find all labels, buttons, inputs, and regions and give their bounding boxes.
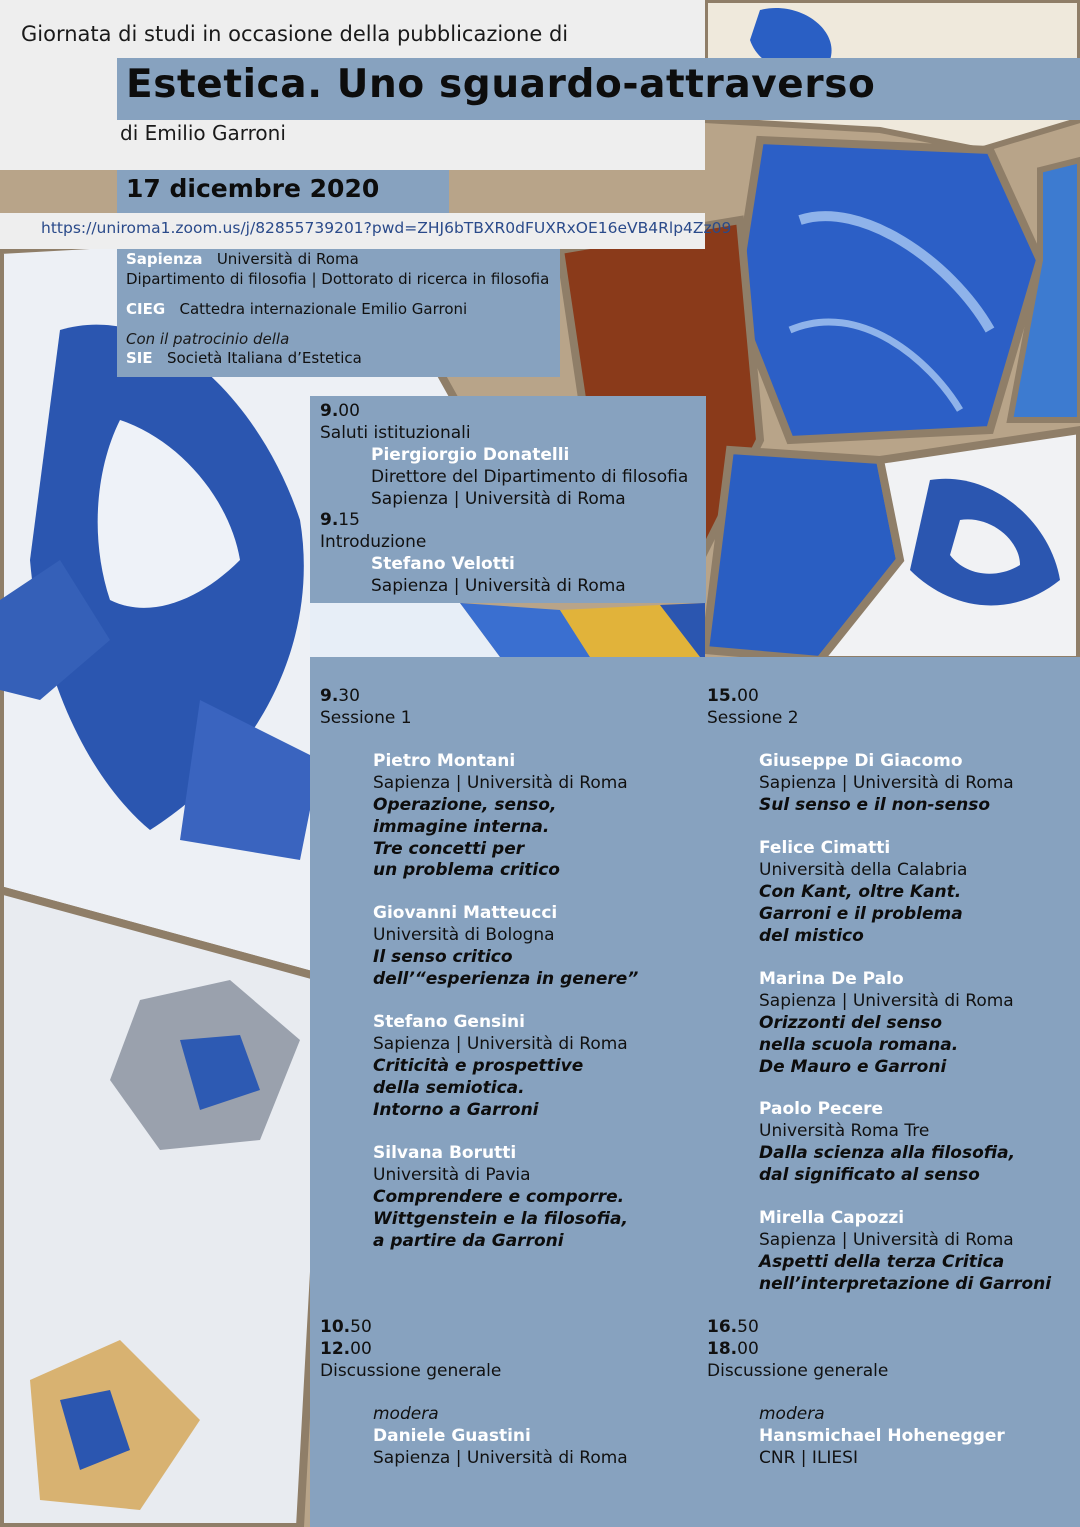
organizer-department: Dipartimento di filosofia | Dottorato di ricerca in filosofia — [126, 270, 550, 288]
speaker-affiliation: Sapienza | Università di Roma — [371, 576, 626, 596]
talk-affiliation: Università Roma Tre — [759, 1121, 930, 1141]
talk-title-line: Orizzonti del senso — [759, 1013, 943, 1033]
time-hour: 9. — [320, 686, 339, 706]
sie-name: Società Italiana d’Estetica — [166, 349, 362, 367]
time-hour: 10. — [320, 1317, 351, 1337]
time-minutes: 50 — [350, 1317, 372, 1337]
page-title: Estetica. Uno sguardo-attraverso — [126, 62, 876, 107]
patronage-note — [126, 330, 289, 348]
session2-discussion-time-2 — [707, 1339, 759, 1361]
talk-affiliation: Sapienza | Università di Roma — [759, 991, 1014, 1011]
talk-title — [373, 1187, 628, 1252]
talk-title — [373, 795, 560, 882]
time-minutes: 50 — [737, 1317, 759, 1337]
welcome-label: Saluti istituzionali — [320, 423, 471, 443]
morning-time-1 — [320, 401, 360, 423]
time-hour: 16. — [707, 1317, 738, 1337]
talk-title-line: nell’interpretazione di Garroni — [759, 1273, 1052, 1294]
talk-affiliation: Università di Bologna — [373, 925, 555, 945]
talk-speaker: Felice Cimatti — [759, 838, 891, 858]
talk-title-line: Comprendere e comporre. — [373, 1187, 625, 1207]
talk-affiliation: Sapienza | Università di Roma — [373, 773, 628, 793]
session1-discussion-label: Discussione generale — [320, 1361, 502, 1381]
time-hour: 9. — [320, 510, 339, 530]
session2-time — [707, 686, 759, 708]
time-hour: 15. — [707, 686, 738, 706]
time-minutes: 00 — [338, 401, 360, 421]
talk-title-line: nella scuola romana. — [759, 1034, 959, 1055]
talk-affiliation: Sapienza | Università di Roma — [759, 1230, 1014, 1250]
moderator-label: modera — [373, 1404, 439, 1424]
organizer-cieg — [126, 300, 467, 318]
speaker-role: Direttore del Dipartimento di filosofia — [371, 467, 689, 487]
introduction-label: Introduzione — [320, 532, 427, 552]
moderator-label: modera — [759, 1404, 825, 1424]
talk-title — [759, 1252, 1051, 1296]
talk-title-line: immagine interna. — [373, 816, 550, 837]
time-minutes: 15 — [338, 510, 360, 530]
talk-title — [759, 1143, 1015, 1187]
author-line: di Emilio Garroni — [120, 121, 286, 145]
talk-title — [373, 1056, 583, 1121]
moderator-affiliation: Sapienza | Università di Roma — [373, 1448, 628, 1468]
talk-title-line: Il senso critico — [373, 947, 513, 967]
talk-title — [373, 947, 638, 991]
talk-speaker: Paolo Pecere — [759, 1099, 884, 1119]
sapienza-abbr: Sapienza — [126, 250, 203, 268]
cieg-abbr: CIEG — [126, 300, 166, 318]
zoom-link[interactable]: https://uniroma1.zoom.us/j/82855739201?pwd=ZHJ6bTBXR0dFUXRxOE16eVB4Rlp4Zz09 — [41, 219, 732, 237]
speaker-affiliation: Sapienza | Università di Roma — [371, 489, 626, 509]
moderator-affiliation: CNR | ILIESI — [759, 1448, 858, 1468]
cieg-name: Cattedra internazionale Emilio Garroni — [179, 300, 468, 318]
time-hour: 12. — [320, 1339, 351, 1359]
speaker-name: Stefano Velotti — [371, 554, 515, 574]
event-date: 17 dicembre 2020 — [126, 174, 380, 203]
talk-title-line: dal significato al senso — [759, 1164, 980, 1185]
session2-discussion-time-1 — [707, 1317, 759, 1339]
talk-title-line: della semiotica. — [373, 1077, 525, 1098]
session2-label: Sessione 2 — [707, 708, 799, 728]
talk-speaker: Mirella Capozzi — [759, 1208, 905, 1228]
talk-title — [759, 1013, 958, 1078]
morning-time-2 — [320, 510, 360, 532]
time-minutes: 00 — [737, 686, 759, 706]
time-minutes: 00 — [350, 1339, 372, 1359]
talk-title-line: Operazione, senso, — [373, 795, 557, 815]
intro-line: Giornata di studi in occasione della pubblicazione di — [21, 22, 569, 46]
talk-title — [759, 882, 963, 947]
talk-title-line: De Mauro e Garroni — [759, 1056, 947, 1077]
sie-abbr: SIE — [126, 349, 153, 367]
talk-title-line: Dalla scienza alla filosofia, — [759, 1143, 1016, 1163]
talk-title-line: a partire da Garroni — [373, 1230, 564, 1251]
talk-title-line: Con Kant, oltre Kant. — [759, 882, 962, 902]
talk-speaker: Pietro Montani — [373, 751, 516, 771]
session2-discussion-label: Discussione generale — [707, 1361, 889, 1381]
talk-speaker: Stefano Gensini — [373, 1012, 525, 1032]
talk-affiliation: Università di Pavia — [373, 1165, 531, 1185]
talk-title-line: dell’“esperienza in genere” — [373, 968, 639, 989]
speaker-name: Piergiorgio Donatelli — [371, 445, 570, 465]
talk-title-line: Intorno a Garroni — [373, 1099, 539, 1120]
talk-title-line: Criticità e prospettive — [373, 1056, 584, 1076]
session1-discussion-time-2 — [320, 1339, 372, 1361]
moderator-name: Hansmichael Hohenegger — [759, 1426, 1005, 1446]
talk-affiliation: Sapienza | Università di Roma — [759, 773, 1014, 793]
session1-time — [320, 686, 360, 708]
talk-title-line: Tre concetti per — [373, 838, 525, 859]
organizer-sapienza — [126, 250, 359, 268]
talk-affiliation: Università della Calabria — [759, 860, 968, 880]
talk-title-line: del mistico — [759, 925, 864, 946]
session1-discussion-time-1 — [320, 1317, 372, 1339]
talk-title-line: Wittgenstein e la filosofia, — [373, 1208, 628, 1229]
talk-affiliation: Sapienza | Università di Roma — [373, 1034, 628, 1054]
time-hour: 9. — [320, 401, 339, 421]
talk-title — [759, 795, 990, 817]
talk-title-line: un problema critico — [373, 860, 560, 881]
talk-title-line: Aspetti della terza Critica — [759, 1252, 1005, 1272]
talk-speaker: Marina De Palo — [759, 969, 904, 989]
sapienza-name: Università di Roma — [216, 250, 359, 268]
patronage-label: Con il patrocinio della — [126, 330, 290, 348]
time-hour: 18. — [707, 1339, 738, 1359]
talk-speaker: Silvana Borutti — [373, 1143, 517, 1163]
time-minutes: 00 — [737, 1339, 759, 1359]
talk-speaker: Giovanni Matteucci — [373, 903, 558, 923]
talk-title-line: Garroni e il problema — [759, 903, 963, 924]
moderator-name: Daniele Guastini — [373, 1426, 531, 1446]
talk-title-line: Sul senso e il non-senso — [759, 795, 991, 815]
session1-label: Sessione 1 — [320, 708, 412, 728]
organizer-sie — [126, 349, 362, 367]
time-minutes: 30 — [338, 686, 360, 706]
talk-speaker: Giuseppe Di Giacomo — [759, 751, 963, 771]
